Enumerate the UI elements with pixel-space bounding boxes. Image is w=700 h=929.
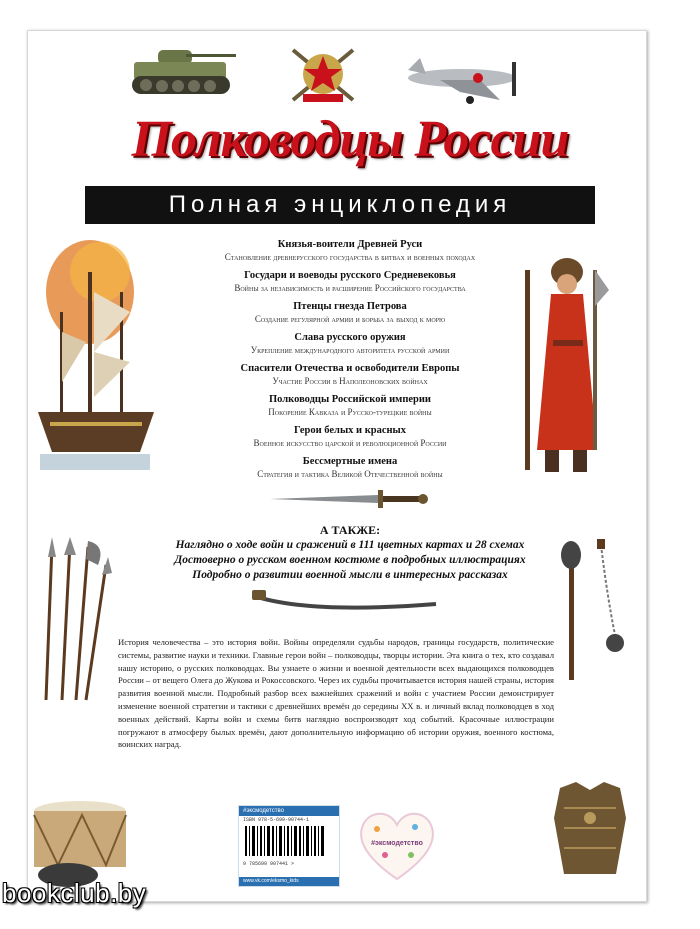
streltsy-soldier-illustration <box>515 250 615 475</box>
publisher-url: www.vk.com/eksmo_kids <box>239 877 339 886</box>
toc-item-description: Стратегия и тактика Великой Отечественной войны <box>257 469 443 479</box>
book-subtitle: Полная энциклопедия <box>85 186 595 224</box>
toc-item <box>180 455 520 486</box>
toc-item-description: Укрепление международного авторитета русской армии <box>250 345 450 355</box>
toc-item-heading: Птенцы гнезда Петрова <box>293 301 407 312</box>
sabre-illustration <box>250 588 440 618</box>
toc-item-heading: Полководцы Российской империи <box>269 394 431 405</box>
toc-item-description: Покорение Кавказа и Русско-турецкие войны <box>268 407 432 417</box>
toc-item <box>180 424 520 455</box>
drum-helmet-illustration <box>28 795 133 890</box>
armor-illustration <box>550 778 630 883</box>
toc-item-heading: Государи и воеводы русского Средневековья <box>244 270 456 281</box>
fighter-plane-illustration <box>400 52 530 110</box>
watermark-text: bookclub.by <box>2 878 147 908</box>
toc-item-heading: Князья-воители Древней Руси <box>277 239 423 250</box>
toc-item-description: Создание регулярной армии и борьба за выход к морю <box>254 314 446 324</box>
toc-item <box>180 331 520 362</box>
polearms-illustration <box>36 535 116 705</box>
toc-item-heading: Бессмертные имена <box>302 456 398 467</box>
red-star-emblem <box>287 42 359 108</box>
toc-item-heading: Слава русского оружия <box>294 332 406 343</box>
toc-item <box>180 300 520 331</box>
book-title: Полководцы России <box>131 111 569 168</box>
isbn-text: ISBN 978-5-699-90744-1 <box>243 817 310 823</box>
toc-item <box>180 393 520 424</box>
tank-illustration <box>128 36 238 104</box>
toc-item <box>180 269 520 300</box>
toc-item-description: Становление древнерусского государства в битвах и военных походах <box>224 252 476 262</box>
sword-illustration <box>268 488 433 510</box>
table-of-contents <box>180 238 520 486</box>
description-text: История человечества – это история войн. Войны определяли судьбы народов, границы государств, политические системы, развитие науки и техники. Главные герои войн – полководцы, творцы истории. Эта книга о тех, кто создавал нашу историю, о русских полководцах. Вы узнаете о жизни и военной деятельности всех выдающихся полководцев России – от вещего Олега до Жукова и Рокоссовского. Через их судьбы прочитывается история нашей страны, история развития военной мысли. Подробный разбор всех важнейших сражений и войн с участием России демонстрирует изменение военной стратегии и тактики с древнейших времён до середины XX в. и личный вклад полководцев в ход военных действий. Карты войн и схемы битв наглядно воспроизводят ход событий. Красочные иллюстрации погружают в атмосферу былых времён, дают дополнительную информацию об истории оружия, военного костюма, воинских наград. <box>118 637 554 750</box>
barcode-icon <box>241 824 337 860</box>
also-line: Подробно о развитии военной мысли в интересных рассказах <box>192 569 508 581</box>
also-heading: А ТАКЖЕ: <box>319 523 381 537</box>
also-line: Наглядно о ходе войн и сражений в 111 цветных картах и 28 схемах <box>175 539 525 551</box>
sailing-ship-illustration <box>30 232 160 477</box>
heart-sticker <box>355 805 439 883</box>
toc-item-heading: Спасители Отечества и освободители Европы <box>240 363 460 374</box>
also-section <box>140 523 560 583</box>
barcode-number: 9 785699 907441 > <box>243 861 295 867</box>
toc-item-heading: Герои белых и красных <box>293 425 406 436</box>
toc-item-description: Войны за независимость и расширение Российского государства <box>234 283 466 293</box>
mace-flail-illustration <box>555 535 635 685</box>
toc-item-description: Военное искусство царской и революционной России <box>253 438 447 448</box>
publisher-tag: #эксмодетство <box>239 806 339 816</box>
toc-item-description: Участие России в Наполеоновских войнах <box>272 376 428 386</box>
toc-item <box>180 238 520 269</box>
also-line: Достоверно о русском военном костюме в подробных иллюстрациях <box>174 554 526 566</box>
toc-item <box>180 362 520 393</box>
heart-label: #эксмодетство <box>371 840 423 847</box>
barcode-label <box>238 805 340 887</box>
